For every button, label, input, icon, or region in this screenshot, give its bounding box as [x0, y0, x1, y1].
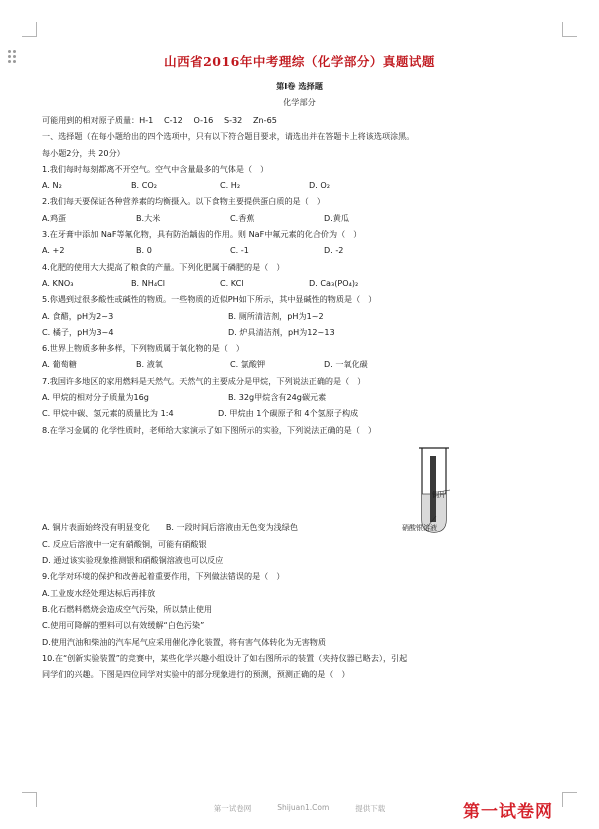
solution-label: 硝酸银溶液	[402, 524, 437, 532]
text-line: B.化石燃料燃烧会造成空气污染，所以禁止使用	[42, 603, 213, 614]
answer-option: A. N₂	[42, 180, 62, 191]
options-row	[42, 405, 562, 421]
answer-option: C. KCl	[220, 277, 244, 288]
text-line: 2.我们每天要保证各种营养素的均衡摄入。以下食物主要提供蛋白质的是（ ）	[42, 196, 325, 207]
text-line	[42, 487, 562, 503]
answer-option: B. 厕所清洁剂，pH为1~2	[228, 310, 324, 321]
section-subheading: 化学部分	[283, 97, 316, 107]
text-line: 3.在牙膏中添加 NaF等氟化物，具有防治龋齿的作用。则 NaF中氟元素的化合价为（ ）	[42, 229, 362, 240]
options-row	[42, 389, 562, 405]
options-row	[42, 210, 562, 226]
text-line: A. 铜片表面始终没有明显变化 B. 一段时间后溶液由无色变为浅绿色	[42, 522, 298, 533]
answer-option: B. 32g甲烷含有24g碳元素	[228, 392, 327, 403]
answer-option: C. H₂	[220, 180, 241, 191]
brand-logo: 第一试卷网	[463, 802, 553, 822]
answer-option: A.鸡蛋	[42, 212, 67, 223]
answer-option: B. 0	[136, 245, 152, 256]
options-row	[42, 242, 562, 258]
answer-option: B. CO₂	[131, 180, 157, 191]
answer-option: B. 液氧	[136, 359, 163, 370]
footer-site-name: 第一试卷网	[213, 804, 252, 813]
text-line: 1.我们每时每刻都离不开空气。空气中含量最多的气体是（ ）	[42, 163, 269, 174]
answer-option: C. 甲烷中碳、氢元素的质量比为 1:4	[42, 408, 174, 419]
answer-option: D. 甲烷由 1个碳原子和 4个氢原子构成	[218, 408, 359, 419]
answer-option: B.大米	[136, 212, 161, 223]
answer-option: D. O₂	[309, 180, 330, 191]
text-line: 9.化学对环境的保护和改善起着重要作用，下列做法错误的是（ ）	[42, 571, 285, 582]
text-line: 5.你遇到过很多酸性或碱性的物质。一些物质的近似PH如下所示，其中显碱性的物质是（ ）	[42, 294, 377, 305]
options-row	[42, 308, 562, 324]
text-line: 4.化肥的使用大大提高了粮食的产量。下列化肥属于磷肥的是（ ）	[42, 261, 285, 272]
text-line: C. 反应后溶液中一定有硝酸铜，可能有硝酸银	[42, 538, 207, 549]
text-line	[42, 471, 562, 487]
footer-download: 提供下载	[355, 804, 386, 813]
options-row	[42, 177, 562, 193]
answer-option: C. 橘子，pH为3~4	[42, 326, 114, 337]
text-line	[42, 438, 562, 454]
text-line: D. 通过该实验现象推测银和硝酸铜溶液也可以反应	[42, 555, 224, 566]
answer-option: D. 一氧化碳	[324, 359, 368, 370]
text-line: 每小题2分，共 20分）	[42, 147, 125, 158]
answer-option: D. Ca₃(PO₄)₂	[309, 277, 359, 288]
text-line: D.使用汽油和柴油的汽车尾气应采用催化净化装置，将有害气体转化为无害物质	[42, 636, 326, 647]
answer-option: C. -1	[230, 245, 249, 256]
answer-option: D. -2	[324, 245, 344, 256]
page-title: 山西省2016年中考理综（化学部分）真题试题	[164, 54, 435, 69]
options-row	[42, 356, 562, 372]
text-line: 同学们的兴趣。下图是四位同学对实验中的部分现象进行的预测，预测正确的是（ ）	[42, 669, 350, 680]
text-line: C.使用可降解的塑料可以有效缓解“白色污染”	[42, 620, 205, 631]
text-line: 可能用到的相对原子质量：H-1 C-12 O-16 S-32 Zn-65	[42, 115, 277, 125]
text-line: A.工业废水经处理达标后再排放	[42, 587, 156, 598]
text-line: 一、选择题（在每小题给出的四个选项中，只有以下符合题目要求，请选出并在答题卡上将该选项涂黑。	[42, 131, 415, 142]
answer-option: A. 甲烷的相对分子质量为16g	[42, 392, 149, 403]
crop-mark-top-right	[562, 22, 577, 37]
section-heading: 第Ⅰ卷 选择题	[276, 81, 323, 91]
answer-option: A. 食醋，pH为2~3	[42, 310, 114, 321]
answer-option: D. 炉具清洁剂，pH为12~13	[228, 326, 335, 337]
crop-mark-top-left	[22, 22, 37, 37]
footer-url[interactable]: Shijuan1.Com	[277, 803, 330, 812]
answer-option: A. KNO₃	[42, 277, 74, 288]
text-line: 6.世界上物质多种多样，下列物质属于氧化物的是（ ）	[42, 343, 244, 354]
answer-option: A. 葡萄糖	[42, 359, 77, 370]
text-line: 8.在学习金属的 化学性质时，老师给大家演示了如下图所示的实验，下列说法正确的是（ ）	[42, 424, 377, 435]
text-line: 10.在“创新实验装置”的竞赛中，某些化学兴趣小组设计了如右图所示的装置（夹持仪器已略去），引起	[42, 652, 408, 663]
answer-option: C.香蕉	[230, 212, 255, 223]
options-row	[42, 275, 562, 291]
options-row	[42, 324, 562, 340]
answer-option: A. +2	[42, 245, 65, 256]
copper-label: 铜片	[432, 491, 446, 499]
answer-option: D.黄瓜	[324, 212, 349, 223]
text-line	[42, 503, 562, 519]
text-line	[42, 454, 562, 470]
answer-option: B. NH₄Cl	[131, 277, 165, 288]
copper-strip-icon	[430, 456, 436, 522]
exam-body	[42, 112, 562, 682]
text-line: 7.我国许多地区的家用燃料是天然气。天然气的主要成分是甲烷，下列说法正确的是（ ）	[42, 375, 366, 386]
answer-option: C. 氯酸钾	[230, 359, 266, 370]
